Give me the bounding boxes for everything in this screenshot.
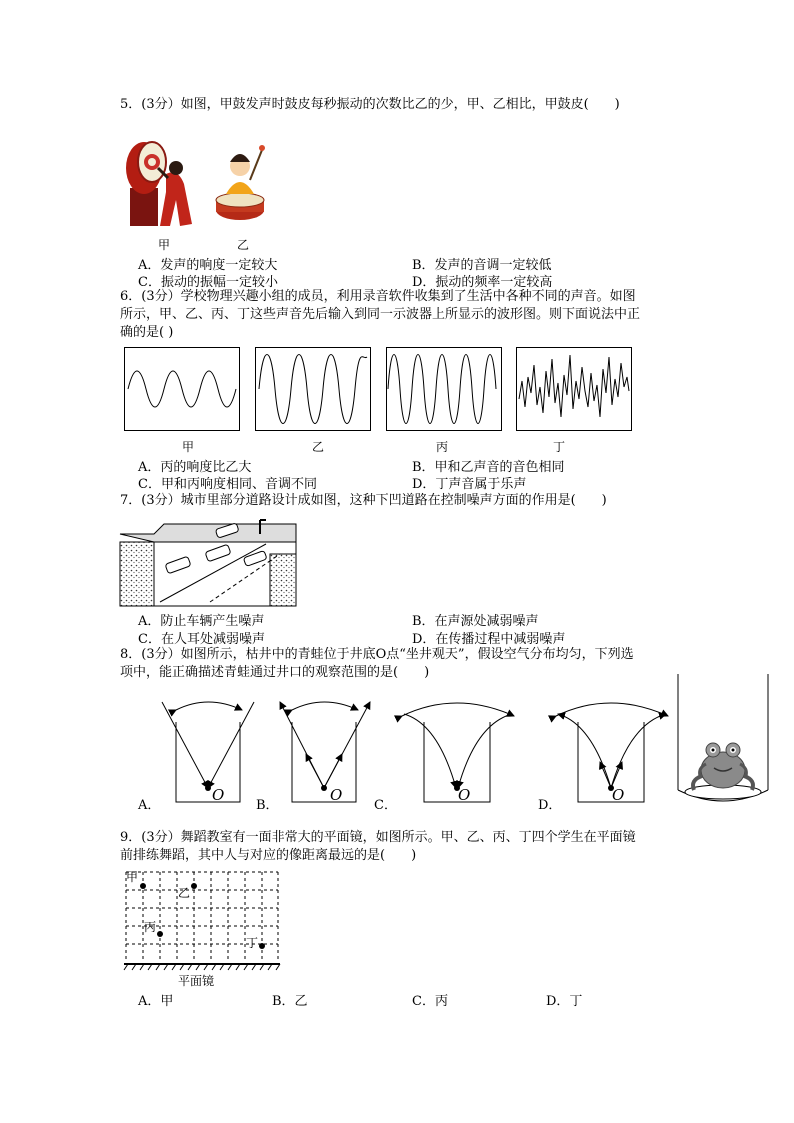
q6-label-bing: 丙 (436, 440, 449, 454)
q8-stem-line-2: 项中，能正确描述青蛙通过井口的观察范围的是( ) (120, 665, 430, 680)
q9-option-d[interactable]: D．丁 (546, 994, 583, 1009)
q9-student-bing: 丙 (144, 920, 157, 934)
q6-stem-line-1: 6．(3分）学校物理兴趣小组的成员，利用录音软件收集到了生活中各种不同的声音。如图 (120, 289, 636, 304)
q5-drum-yi-image (212, 140, 268, 226)
q5-option-b[interactable]: B．发声的音调一定较低 (412, 258, 552, 273)
q8-diagram-b (276, 700, 376, 806)
q6-option-a[interactable]: A．丙的响度比乙大 (138, 460, 252, 475)
q9-option-b[interactable]: B．乙 (272, 994, 308, 1009)
q7-stem: 7．(3分）城市里部分道路设计成如图，这种下凹道路在控制噪声方面的作用是( ) (120, 493, 607, 508)
q6-stem-line-2: 所示，甲、乙、丙、丁这些声音先后输入到同一示波器上所显示的波形图。则下面说法中正 (120, 307, 641, 322)
q8-option-b[interactable]: B． (256, 798, 279, 813)
q6-waveform-ding (516, 347, 632, 431)
q9-stem-line-2: 前排练舞蹈，其中人与对应的像距离最远的是( ) (120, 848, 417, 863)
q9-student-jia: 甲 (126, 870, 139, 884)
q6-label-jia: 甲 (182, 440, 195, 454)
q8-point-o-a: O (212, 786, 225, 804)
q8-option-c[interactable]: C． (374, 798, 397, 813)
q9-option-c[interactable]: C．丙 (412, 994, 448, 1009)
q9-option-a[interactable]: A．甲 (138, 994, 174, 1009)
q8-diagram-a (160, 700, 260, 806)
q8-point-o-d: O (612, 786, 625, 804)
q5-option-c[interactable]: C．振动的振幅一定较小 (138, 275, 278, 290)
q7-option-b[interactable]: B．在声源处减弱噪声 (412, 614, 539, 629)
q6-label-yi: 乙 (312, 440, 325, 454)
q8-option-a[interactable]: A． (138, 798, 161, 813)
q5-stem: 5．(3分）如图，甲鼓发声时鼓皮每秒振动的次数比乙的少，甲、乙相比，甲鼓皮( ) (120, 97, 620, 112)
q9-student-yi: 乙 (178, 886, 191, 900)
q9-student-ding: 丁 (246, 936, 259, 950)
q6-stem-line-3: 确的是( ) (120, 325, 174, 340)
q7-option-a[interactable]: A．防止车辆产生噪声 (138, 614, 265, 629)
q8-stem-line-1: 8．(3分）如图所示，枯井中的青蛙位于井底O点“坐井观天”，假设空气分布均匀，下列选 (120, 647, 634, 662)
q8-option-d[interactable]: D． (538, 798, 562, 813)
q6-option-c[interactable]: C．甲和丙响度相同、音调不同 (138, 477, 317, 492)
q6-waveform-jia (124, 347, 240, 431)
q5-option-a[interactable]: A．发声的响度一定较大 (138, 258, 278, 273)
q6-label-ding: 丁 (553, 440, 566, 454)
q9-stem-line-1: 9．(3分）舞蹈教室有一面非常大的平面镜，如图所示。甲、乙、丙、丁四个学生在平面镜 (120, 830, 636, 845)
q8-frog-in-well-image (676, 672, 772, 808)
q8-point-o-c: O (458, 786, 471, 804)
q6-waveform-yi (255, 347, 371, 431)
q7-option-c[interactable]: C．在人耳处减弱噪声 (138, 632, 265, 647)
q5-label-jia: 甲 (158, 238, 171, 252)
q6-option-d[interactable]: D．丁声音属于乐声 (412, 477, 527, 492)
q5-drum-jia-image (122, 134, 202, 230)
q7-option-d[interactable]: D．在传播过程中减弱噪声 (412, 632, 566, 647)
q6-option-b[interactable]: B．甲和乙声音的音色相同 (412, 460, 565, 475)
q8-point-o-b: O (330, 786, 343, 804)
q9-mirror-label: 平面镜 (178, 974, 215, 988)
q7-sunken-road-image (120, 514, 296, 606)
q6-waveform-bing (386, 347, 502, 431)
q5-label-yi: 乙 (237, 238, 250, 252)
q5-option-d[interactable]: D．振动的频率一定较高 (412, 275, 553, 290)
